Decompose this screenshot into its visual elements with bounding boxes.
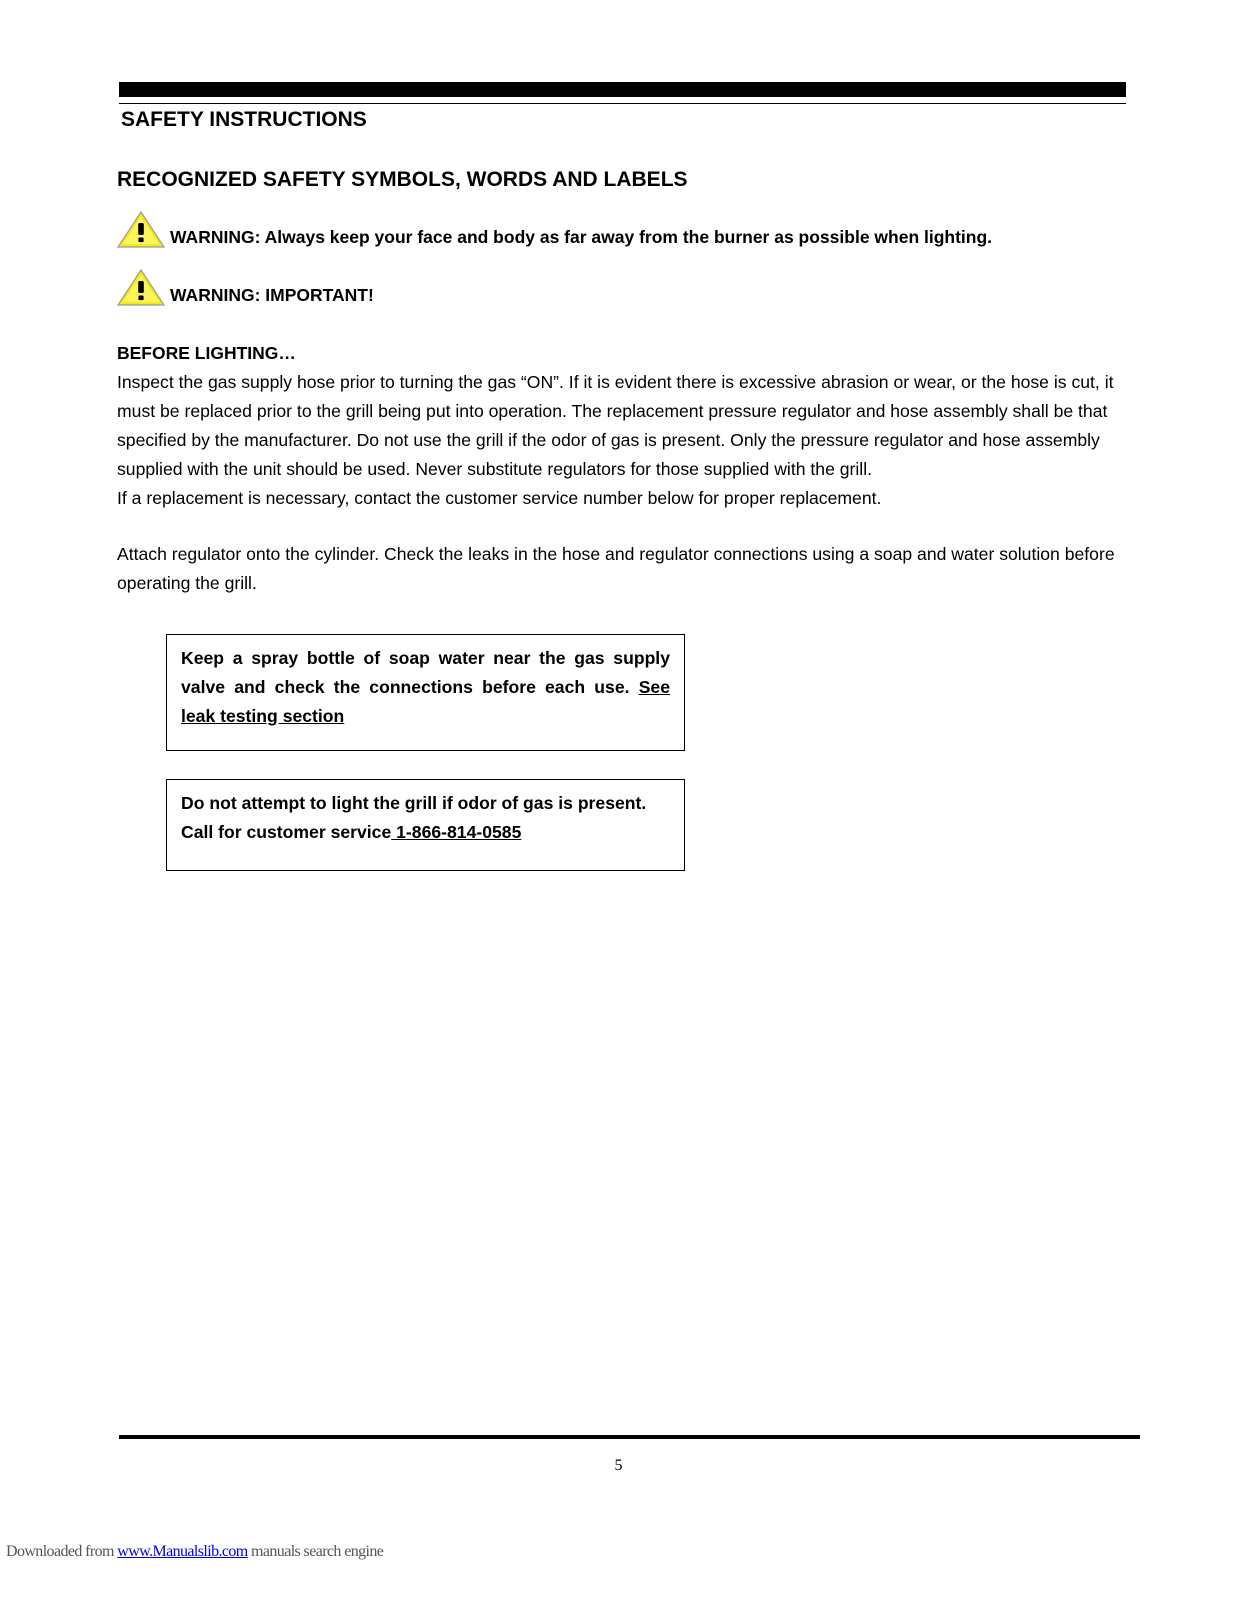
top-header-bar [119, 82, 1126, 97]
bottom-rule [119, 1435, 1140, 1439]
warning-triangle-icon [116, 211, 166, 249]
footer-suffix: manuals search engine [247, 1543, 384, 1560]
safety-symbols-heading: RECOGNIZED SAFETY SYMBOLS, WORDS AND LABELS [117, 168, 688, 191]
customer-service-phone-link[interactable]: 1-866-814-0585 [391, 822, 522, 842]
download-footer [6, 1542, 383, 1562]
page-number: 5 [614, 1457, 623, 1474]
before-lighting-heading: BEFORE LIGHTING… [117, 343, 296, 363]
warning-row-important [116, 269, 374, 307]
notice-box-customer-service [166, 779, 685, 871]
replacement-text: If a replacement is necessary, contact the customer service number below for proper replacement. [117, 488, 882, 508]
footer-prefix: Downloaded from [6, 1543, 118, 1560]
warning-text: WARNING: Always keep your face and body as far away from the burner as possible when lighting. [170, 227, 993, 247]
notice-box-spray-bottle [166, 634, 685, 751]
warning-row-face-body [116, 211, 992, 249]
top-header-rule [119, 103, 1126, 104]
inspection-text: Inspect the gas supply hose prior to turning the gas “ON”. If it is evident there is excessive abrasion or wear, or the hose is cut, it must be replaced prior to the grill being put into operation. The replacement pressure regulator and hose assembly shall be that specified by the manufacturer. Do not use the grill if the odor of gas is present. Only the pressure regulator and hose assembly supplied with the unit should be used. Never substitute regulators for those supplied with the grill. [117, 372, 1114, 479]
notice-text: Keep a spray bottle of soap water near the gas supply valve and check the connections before each use. [181, 648, 670, 697]
manualslib-link[interactable]: www.Manualslib.com [117, 1543, 248, 1560]
inspection-paragraph [117, 368, 1127, 513]
notice-text: Do not attempt to light the grill if odor of gas is present. Call for customer service [181, 793, 647, 842]
regulator-paragraph: Attach regulator onto the cylinder. Check the leaks in the hose and regulator connections using a soap and water solution before operating the grill. [117, 544, 1115, 593]
warning-text: WARNING: IMPORTANT! [170, 285, 374, 305]
warning-triangle-icon [116, 269, 166, 307]
section-title: SAFETY INSTRUCTIONS [121, 108, 367, 131]
leak-testing-link[interactable]: See leak testing section [181, 677, 670, 726]
